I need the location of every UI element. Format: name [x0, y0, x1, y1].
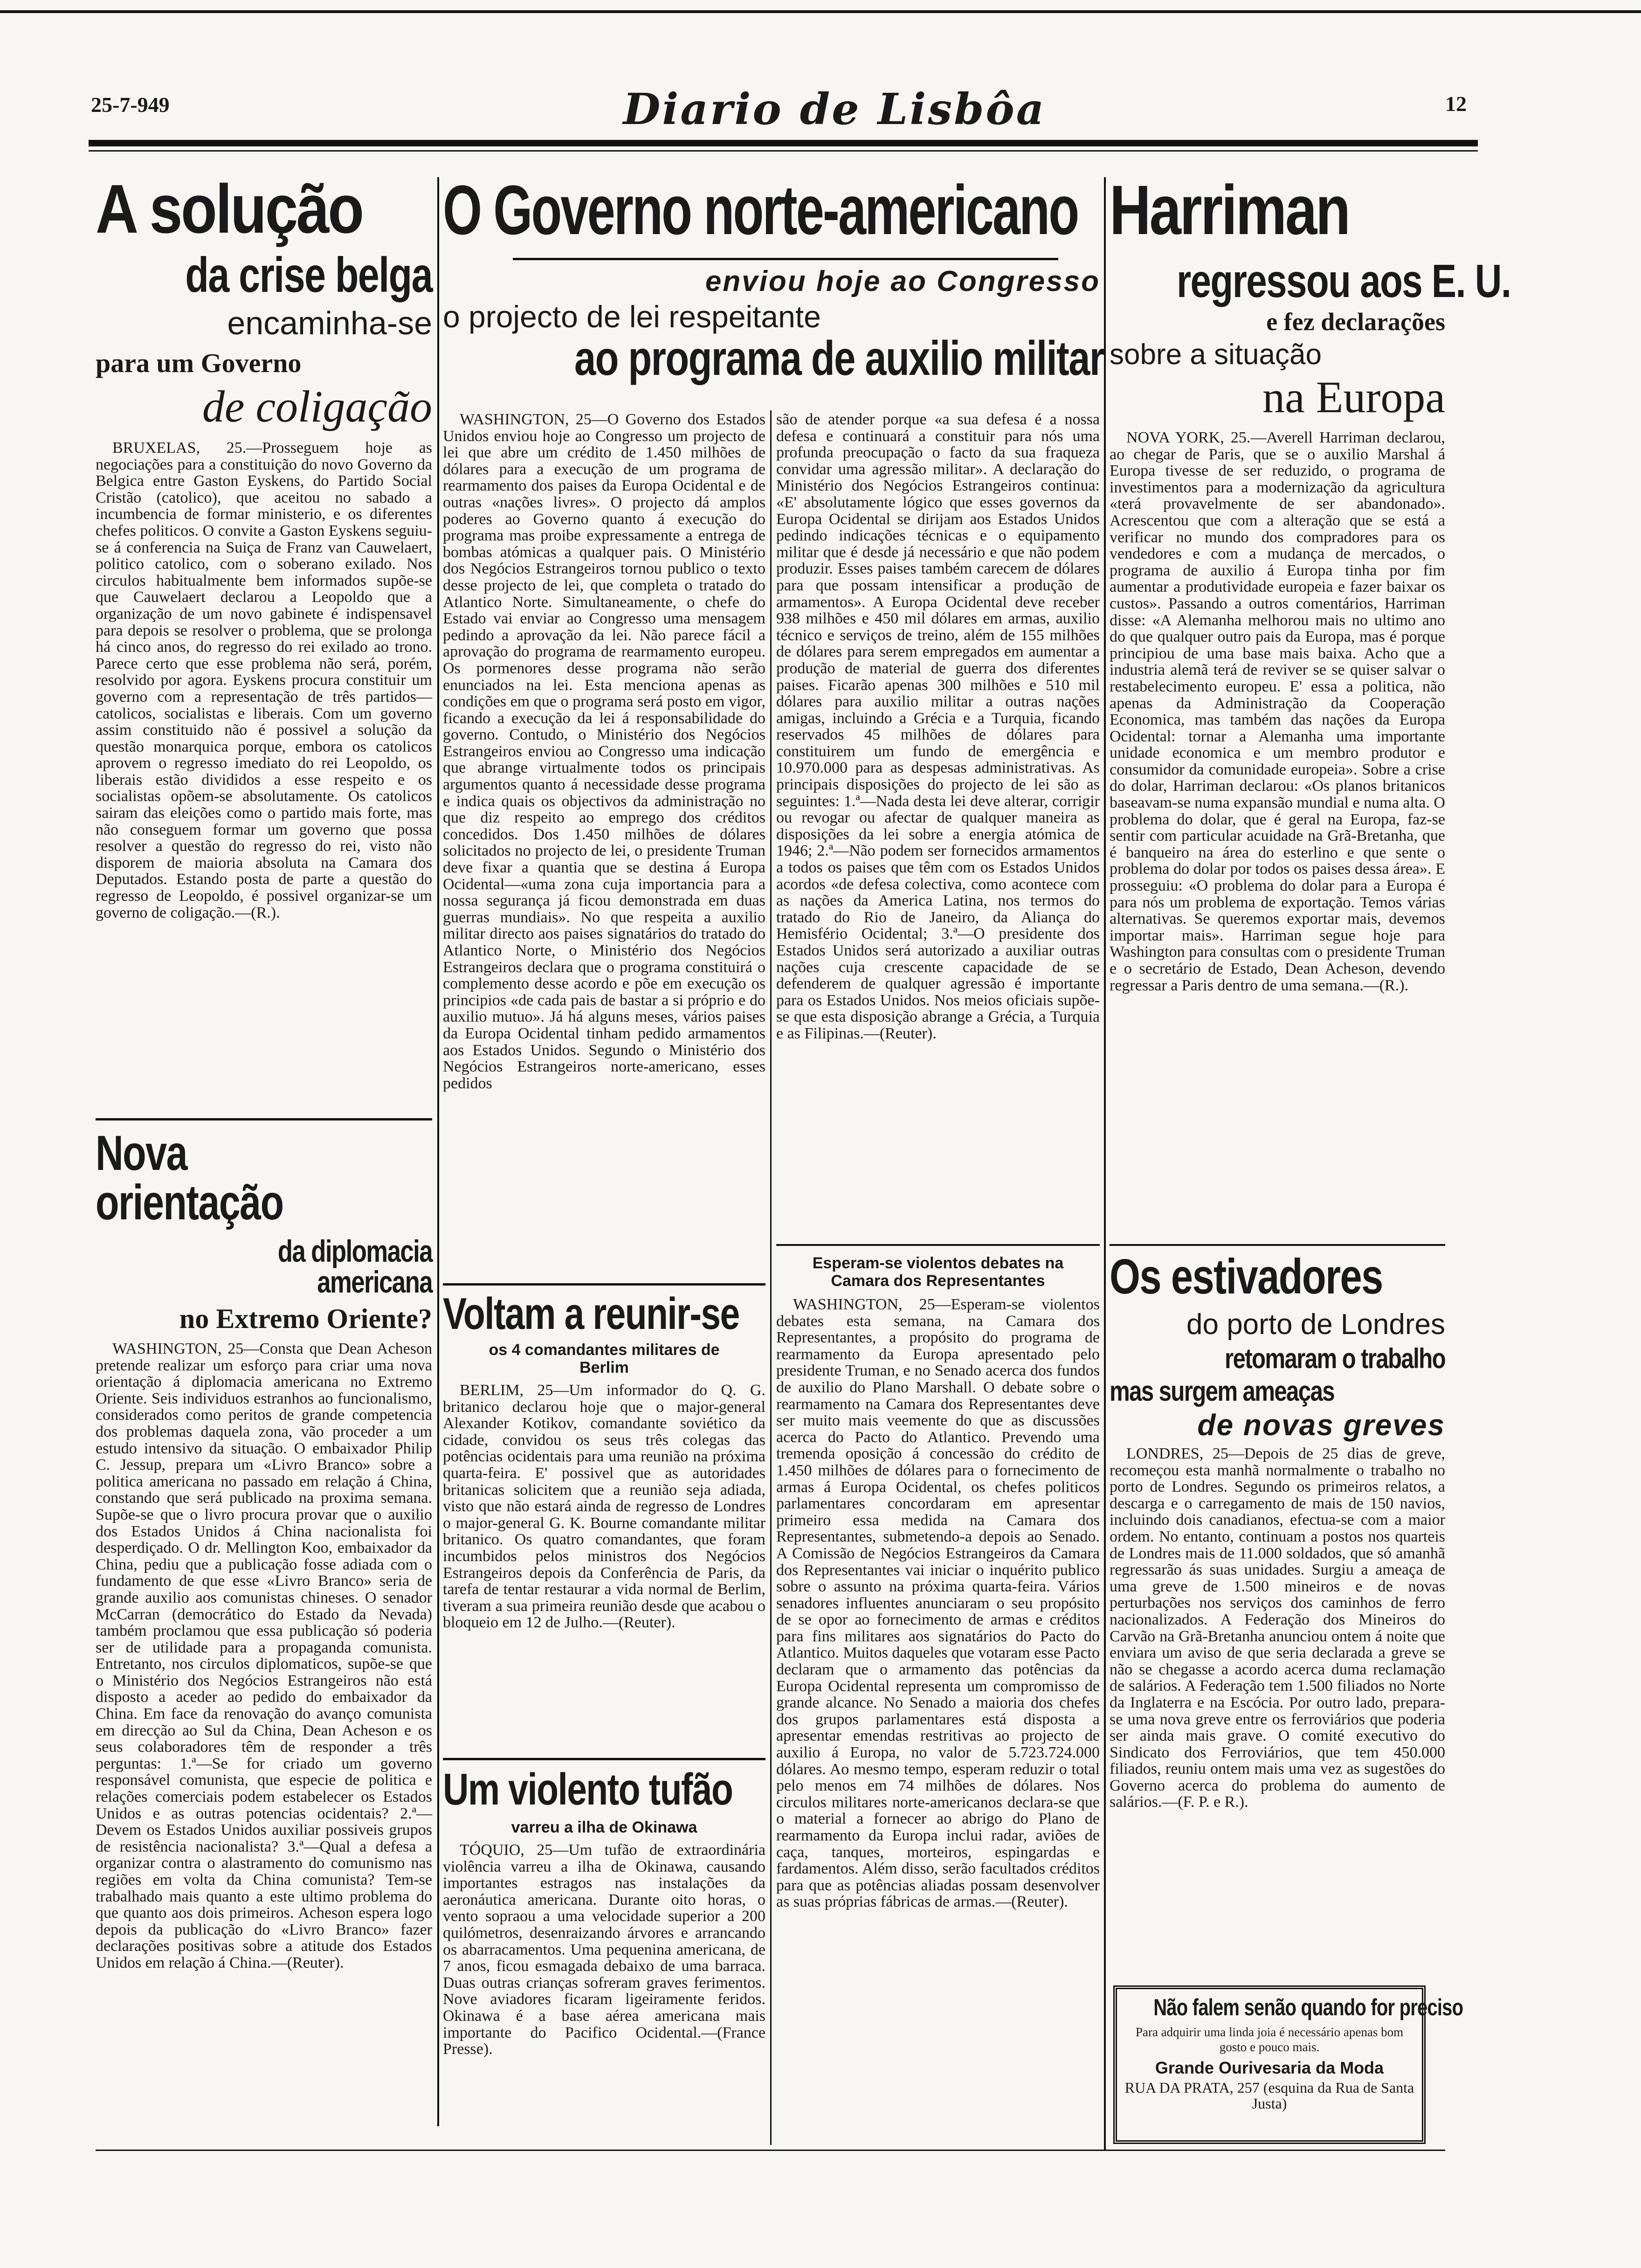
headline: Harriman [1110, 171, 1349, 249]
jewelry-ad [1113, 1985, 1463, 2144]
ad-title: Não falem senão quando for preciso [1153, 1994, 1463, 2020]
article-body: BRUXELAS, 25.—Prosseguem hoje as negociações para a constituição do novo Governo da Belgica entre Gaston Eyskens, do Partido Social Cristão (catolico), que aceitou no sabado a incumbencia de formar ministerio, e os diferentes chefes politicos. O convite a Gaston Eyskens seguiu-se á conferencia na Suiça de Franz van Cauwelaert, politico catolico, com o soberano exilado. Nos circulos habitualmente bem informados supõe-se que Cauwelaert declarou a Leopoldo que a organização de um novo gabinete é indispensavel para depois se resolver o problema, que se prolonga há cinco anos, do regresso do rei exilado ao trono. Parece certo que esse problema não será, porém, resolvido por agora. Eyskens procura constituir um governo com a representação de três partidos—catolicos, socialistas e liberais. Com um governo assim constituido não é possivel a solução da questão monarquica porque, embora os catolicos aprovem o regresso imediato do rei Leopoldo, os liberais estão divididos a esse respeito e os socialistas opõem-se absolutamente. Os catolicos sairam das eleições como o partido mais forte, mas não conseguem formar um governo que possa resolver a questão do regresso do rei, visto não disporem de maioria absoluta na Camara dos Deputados. Estando posta de parte a questão do regresso de Leopoldo, é possivel organizar-se um governo de coligação.—(R.). [96, 439, 432, 921]
subheadline-serif-large: na Europa [1262, 372, 1445, 422]
article-body: WASHINGTON, 25—Consta que Dean Acheson pretende realizar um esforço para criar uma nova orientação á diplomacia americana no Extremo Oriente. Seis individuos estranhos ao funcionalismo, considerados como peritos de grande competencia dos problemas daquela zona, vão proceder a um estudo intensivo da situação. O embaixador Philip C. Jessup, prepara um «Livro Branco» sobre a politica americana no passado em relação á China, constando que será publicado na proxima semana. Supõe-se que o livro procura provar que o auxilio dos Estados Unidos á China nacionalista foi desperdiçado. O dr. Mellington Koo, embaixador da China, pediu que a publicação fosse adiada com o fundamento de que esse «Livro Branco» seria de grande auxilio aos comunistas chineses. O senador McCarran (democrático do Estado da Nevada) também proclamou que essa publicação só poderia ser de utilidade para a propaganda comunista. Entretanto, nos circulos diplomaticos, supõe-se que o Ministério dos Negócios Estrangeiros não está disposto a aceder ao pedido do embaixador da China. Em face da renovação do avanço comunista em direcção ao Sul da China, Dean Acheson e os seus colaboradores têm de responder a três perguntas: 1.ª—Se for criado um governo responsável comunista, que especie de politica e relações comerciais podem estabelecer os Estados Unidos e as outras potencias ocidentais? 2.ª—Devem os Estados Unidos auxiliar possiveis grupos de resistência nacionalista? 3.ª—Qual a defesa a organizar contra o alastramento do comunismo nas regiões em volta da China comunista? Tem-se trabalhado mais quanto a este ultimo problema do que quanto aos dois primeiros. Acheson espera logo depois da publicação do «Livro Branco» fazer declarações positivas sobre a atitude dos Estados Unidos em relação á China.—(Reuter). [96, 1340, 432, 1971]
article-us-aid-headline [443, 171, 1104, 410]
subheadline-serif: e fez declarações [1266, 308, 1445, 336]
article-far-east [96, 1128, 432, 2131]
subheadline-light: o projecto de lei respeitante [443, 299, 821, 334]
subheadline: regressou aos E. U. [1177, 255, 1511, 307]
article-belgium [96, 171, 432, 1112]
subheadline: ao programa de auxilio militar [574, 332, 1104, 386]
section-rule [96, 1118, 432, 1120]
article-body: BERLIM, 25—Um informador do Q. G. britanico declarou hoje que o major-general Alexander Kotikov, comandante soviético da cidade, convidou os seus três colegas das potências ocidentais para uma reunião na próxima quarta-feira. E' possivel que as autoridades britanicas solicitem que a reunião seja adiada, visto que não estará ainda de regresso de Londres o major-general G. K. Bourne comandante militar britanico. Os quatro comandantes, que foram incumbidos pelos ministros dos Negócios Estrangeiros depois da Conferência de Paris, da tarefa de tentar restaurar a vida normal de Berlim, tiveram a sua primeira reunião desde que acabou o bloqueio em 12 de Julho.—(Reuter). [443, 1382, 765, 1632]
header-rule-thin [89, 150, 1478, 152]
subheadline-light: sobre a situação [1110, 339, 1322, 371]
section-rule [443, 1758, 765, 1760]
subheadline-italic: de coligação [202, 381, 432, 431]
headline: A solução [96, 171, 363, 248]
article-body: WASHINGTON, 25—O Governo dos Estados Unidos enviou hoje ao Congresso um projecto de lei que abre um crédito de 1.450 milhões de dólares para a execução de um programa de rearmamento dos paises da Europa Ocidental e de outras «nações livres». O projecto dá amplos poderes ao Governo quanto á execução do programa mas proibe expressamente a entrega de bombas atómicas a qualquer pais. O Ministério dos Negócios Estrangeiros tornou publico o texto desse projecto de lei, que completa o tratado do Atlantico Norte. Simultaneamente, o chefe do Estado vai enviar ao Congresso uma mensagem pedindo a aprovação da lei. Não parece fácil a aprovação do programa de rearmamento europeu. Os pormenores desse programa não serão enunciados na lei. Esta menciona apenas as condições em que o programa será posto em vigor, ficando a execução da lei á responsabilidade do governo. Contudo, o Ministério dos Negócios Estrangeiros enviou ao Congresso uma indicação que abrange virtualmente todos os principais argumentos quanto á necessidade desse programa e indica quais os objectivos da administração no que diz respeito ao emprego dos créditos concedidos. Dos 1.450 milhões de dólares solicitados no projecto de lei, o presidente Truman deve fixar a quantia que se destina á Europa Ocidental—«uma zona cuja importancia para a nossa segurança já ficou demonstrada em duas guerras mundiais». No que respeita a auxilio militar directo aos paises signatários do tratado do Atlantico Norte, o Ministério dos Negócios Estrangeiros declara que o programa constituirá o complemento desse acordo e põe em execução os principios «de cada pais de bastar a si próprio e do auxilio mutuo». Já há alguns meses, vários paises da Europa Ocidental tinham pedido armamentos aos Estados Unidos. Segundo o Ministério dos Negócios Estrangeiros norte-americano, esses pedidos [443, 411, 765, 1092]
ad-shop-name: Grande Ourivesaria da Moda [1155, 2058, 1384, 2077]
headline: Nova orientação [96, 1126, 283, 1230]
article-body: NOVA YORK, 25.—Averell Harriman declarou, ao chegar de Paris, que se o auxilio Marshal á Europa tivesse de ser reduzido, o programa de investimentos para a modernização da agricultura «terá provavelmente de ser abandonado». Acrescentou que com a alteração que se está a verificar no mundo dos compradores para os vendedores e com a mudança de mercados, o programa de auxilio á Europa tinha por fim aumentar a produtividade europeia e fazer baixar os custos». Passando a outros comentários, Harriman disse: «A Alemanha melhorou mais no ultimo ano do que qualquer outro pais da Europa, mas é porque principiou de uma base mais baixa. Acho que a industria alemã terá de reviver se se quiser salvar o restabelecimento europeu. E' essa a politica, não apenas da Administração da Cooperação Economica, mas também das nações da Europa Ocidental: tornar a Alemanha uma importante unidade economica e um membro produtor e consumidor da comunidade europeia». Sobre a crise do dolar, Harriman declarou: «Os planos britanicos baseavam-se numa expansão mundial e numa alta. O problema do dolar, que é geral na Europa, faz-se sentir com particular acuidade na Grã-Bretanha, que é banqueiro na área do esterlino e que sente o problema do dolar por todos os paises dessa área». E prosseguiu: «O problema do dolar para a Europa é para nós um problema de exportação. Temos várias alternativas. Se queremos exportar mais, devemos importar mais». Harriman segue hoje para Washington para consultas com o presidente Truman e o secretário de Estado, Dean Acheson, devendo regressar a Paris dentro de uma semana.—(R.). [1110, 429, 1445, 994]
top-rule [0, 10, 1641, 13]
masthead: Diario de Lisbôa [623, 84, 1046, 134]
headline-rule [513, 258, 1058, 260]
header-rule [89, 140, 1478, 146]
subheadline-italic: enviou hoje ao Congresso [705, 265, 1100, 297]
article-okinawa [443, 1764, 765, 2145]
subheadline: da crise belga [185, 248, 432, 303]
headline: O Governo norte-americano [443, 171, 1078, 249]
ad-text: Para adquirir uma linda joia é necessário apenas bom gosto e pouco mais. [1135, 2025, 1404, 2054]
article-debates [776, 1254, 1100, 2145]
headline: Voltam a reunir-se [443, 1289, 739, 1339]
subheadline: retomaram o trabalho [1225, 1343, 1445, 1374]
ad-address: RUA DA PRATA, 257 (esquina da Rua de Santa Justa) [1124, 2079, 1414, 2112]
subheadline-serif: no Extremo Oriente? [179, 1303, 432, 1334]
subheadline-serif: para um Governo [96, 348, 302, 378]
section-rule [443, 1283, 765, 1286]
page-number: 12 [1445, 92, 1467, 116]
column-rule [437, 177, 439, 2126]
article-dockers [1110, 1249, 1445, 1979]
section-rule [776, 1244, 1100, 1246]
column-rule [770, 410, 772, 2145]
article-body: TÓQUIO, 25—Um tufão de extraordinária violência varreu a ilha de Okinawa, causando importantes estragos nas instalações da aeronáutica americana. Durante oito horas, o vento sopraou a uma velocidade superior a 200 quilómetros, desenraizando árvores e arrancando os abarracamentos. Uma pequenina americana, de 7 anos, ficou esmagada debaixo de uma barraca. Duas outras crianças sofreram graves ferimentos. Nove aviadores ficaram ligeiramente feridos. Okinawa é a base aérea americana mais importante do Pacifico Ocidental.—(France Presse). [443, 1841, 765, 2058]
article-harriman [1110, 171, 1511, 1243]
issue-date: 25-7-949 [91, 93, 170, 117]
subheadline-light: encaminha-se [227, 305, 432, 341]
subheadline: os 4 comandantes militares de Berlim [489, 1341, 720, 1376]
headline: Os estivadores [1110, 1249, 1383, 1304]
subheadline: varreu a ilha de Okinawa [511, 1819, 697, 1836]
subheadline-italic: de novas greves [1197, 1408, 1445, 1442]
subheadline: da diplomacia americana [277, 1234, 432, 1299]
section-rule [1110, 1244, 1445, 1246]
subheadline: mas surgem ameaças [1110, 1376, 1334, 1407]
subheadline-light: do porto de Londres [1186, 1308, 1445, 1341]
article-berlin [443, 1289, 765, 1758]
headline: Esperam-se violentos debates na Camara dos Representantes [812, 1254, 1064, 1290]
article-body-continued: são de atender porque «a sua defesa é a nossa defesa e continuará a constituir para nós uma profunda preocupação o facto da sua fraqueza convidar uma agressão militar». A declaração do Ministério dos Negócios Estrangeiros continua: «E' absolutamente lógico que esses governos da Europa Ocidental se dirijam aos Estados Unidos pedindo indicações técnicas e o equipamento militar que é desde já necessário e que não podem produzir. Esses paises também carecem de dólares para que possam intensificar a produção de armamentos». A Europa Ocidental deve receber 938 milhões e 450 mil dólares em armas, auxilio técnico e serviços de treino, além de 155 milhões de dólares para serem empregados em aumentar a produção de material de guerra dos diferentes paises. Ficarão apenas 300 milhões e 510 mil dólares para auxilio militar a outras nações amigas, incluindo a Grécia e a Turquia, ficando reservados 45 milhões de dólares para constituirem um fundo de emergência e 10.970.000 para as despesas administrativas. As principais disposições do projecto de lei são as seguintes: 1.ª—Nada desta lei deve alterar, corrigir ou revogar ou afectar de qualquer maneira as disposições da lei sobre a energia atómica de 1946; 2.ª—Não podem ser fornecidos armamentos a todos os paises que têm com os Estados Unidos acordos «de defesa colectiva, como acontece com as nações da America Latina, nos termos do tratado do Rio de Janeiro, da Aliança do Hemisfério Ocidental; 3.ª—O presidente dos Estados Unidos será autorizado a auxiliar outras nações cuja crescente capacidade de se defenderem de qualquer agressão é importante para os Estados Unidos. Nos meios oficiais supõe-se que esta disposição abrange a Grécia, a Turquia e as Filipinas.—(Reuter). [776, 411, 1100, 1042]
column-rule [1104, 177, 1106, 2150]
headline: Um violento tufão [443, 1764, 733, 1814]
article-body: WASHINGTON, 25—Esperam-se violentos debates esta semana, na Camara dos Representantes, a propósito do programa de rearmamento da Europa apresentado pelo presidente Truman, e no Senado acerca dos fundos de auxilio do Plano Marshall. O debate sobre o rearmamento na Camara dos Representantes deve ser muito mais veemente do que as discussões acerca do Pacto do Atlantico. Prevendo uma tremenda oposição á concessão do crédito de 1.450 milhões de dólares para o fornecimento de armas á Europa Ocidental, os chefes politicos parlamentares concordaram em apresentar primeiro essa medida na Camara dos Representantes, submetendo-a depois ao Senado. A Comissão de Negócios Estrangeiros da Camara dos Representantes vai iniciar o inquérito publico sobre o assunto na próxima quarta-feira. Vários senadores influentes anunciaram o seu propósito de se opor ao fornecimento de armas e créditos para fins militares aos signatários do Pacto do Atlantico. Muitos daqueles que votaram esse Pacto declaram que o armamento das potências da Europa Ocidental representa um compromisso de grande alcance. No Senado a maioria dos chefes dos grupos parlamentares está disposta a apresentar emendas restritivas ao projecto de auxilio á Europa, no valor de 5.723.724.000 dólares. Ao mesmo tempo, esperam reduzir o total pelo menos em 74 milhões de dólares. Nos circulos militares norte-americanos declara-se que o material a fornecer ao abrigo do Plano de rearmamento da Europa inclui radar, aviões de caça, tanques, morteiros, espingardas e fardamentos. Além disso, serão facultados créditos para que as potências aliadas possam desenvolver as suas próprias fábricas de armas.—(Reuter). [776, 1296, 1100, 1911]
article-body: LONDRES, 25—Depois de 25 dias de greve, recomeçou esta manhã normalmente o trabalho no porto de Londres. Segundo os primeiros relatos, a descarga e o carregamento de mais de 150 navios, incluindo dois canadianos, efectua-se com a maior ordem. No entanto, continuam a postos nos quarteis de Londres mais de 11.000 soldados, que só amanhã regressarão ás suas unidades. Surgiu a ameaça de uma greve de 1.500 mineiros e de novas perturbações nos serviços dos caminhos de ferro nacionalizados. A Federação dos Mineiros do Carvão na Grã-Bretanha anunciou ontem á noite que enviara um aviso de que seria declarada a greve se não se chegasse a acordo acerca duma reclamação de salários. A Federação tem 1.500 filiados no Norte da Inglaterra e na Escócia. Por outro lado, prepara-se uma nova greve entre os ferroviários que poderia ser ainda mais grave. O comité executivo do Sindicato dos Ferroviários, que tem 450.000 filiados, reuniu ontem mais uma vez as sugestões do Governo acerca do problema do aumento de salários.—(F. P. e R.). [1110, 1445, 1445, 1811]
bottom-rule [96, 2150, 1445, 2151]
